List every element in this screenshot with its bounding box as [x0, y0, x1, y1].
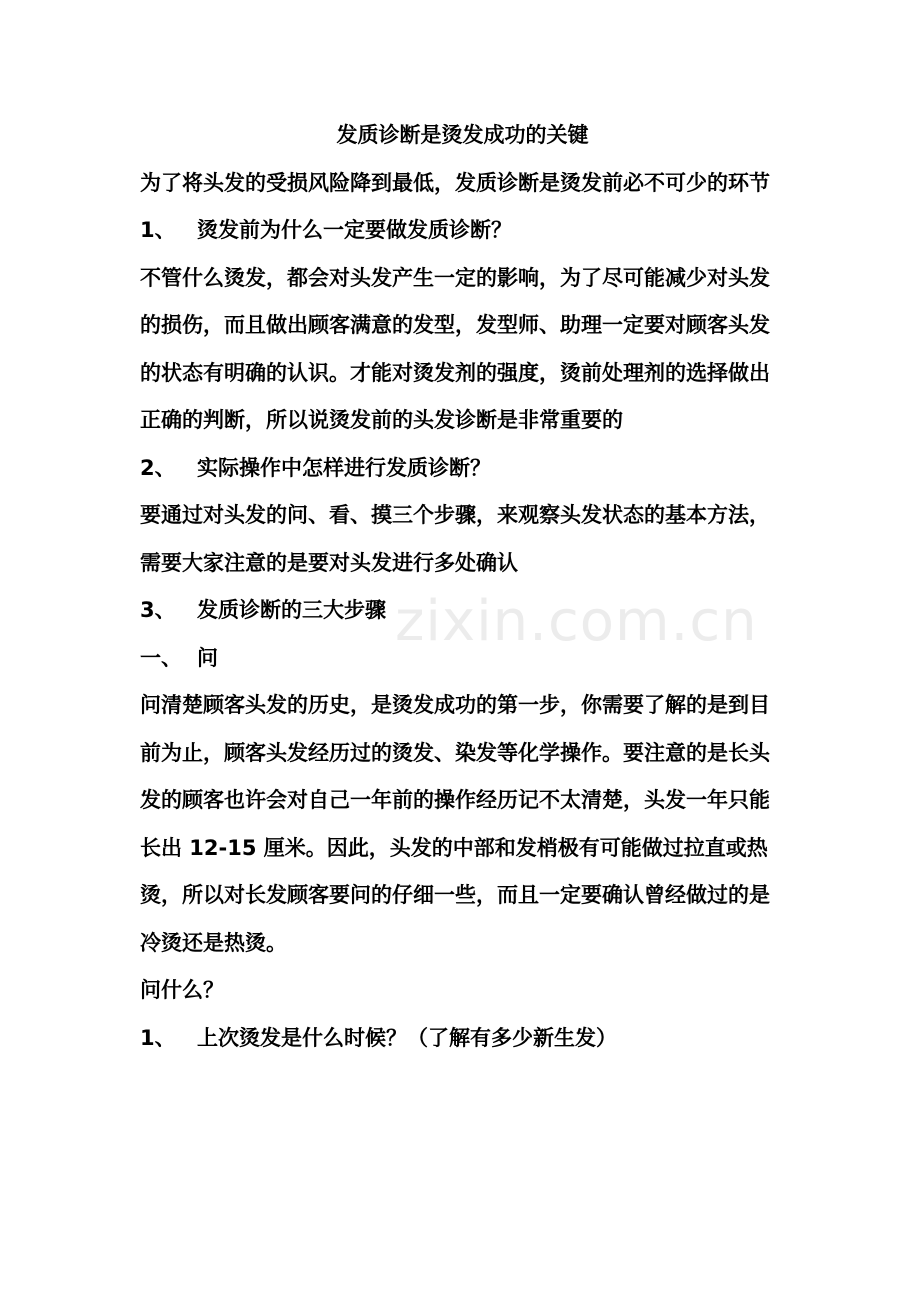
- watermark: zixin.com.cn: [395, 589, 758, 654]
- section-heading-1: [140, 207, 785, 255]
- question-label: 问什么？: [140, 978, 224, 1002]
- section-body-1: 不管什么烫发，都会对头发产生一定的影响，为了尽可能减少对头发的损伤，而且做出顾客满意的发型，发型师、助理一定要对顾客头发的状态有明确的认识。才能对烫发剂的强度，烫前处理剂的选择做出正确的判断，所以说烫发前的头发诊断是非常重要的: [140, 265, 770, 432]
- section-heading-text: 实际操作中怎样进行发质诊断？: [197, 455, 491, 480]
- step-heading-ask: [140, 635, 785, 683]
- section-heading-text: 烫发前为什么一定要做发质诊断？: [197, 218, 512, 242]
- step-heading-text: 问: [197, 645, 218, 670]
- step-body-ask: 问清楚顾客头发的历史，是烫发成功的第一步，你需要了解的是到目前为止，顾客头发经历过的烫发、染发等化学操作。要注意的是长头发的顾客也许会对自己一年前的操作经历记不太清楚，头发一年只能长出 12-15 厘米。因此，头发的中部和发梢极有可能做过拉直或热烫，所以对长发顾客要问的仔细一些，而且一定要确认曾经做过的是冷烫还是热烫。: [140, 693, 770, 955]
- section-heading-2: [140, 445, 785, 493]
- section-body-2: 要通过对头发的问、看、摸三个步骤，来观察头发状态的基本方法，需要大家注意的是要对头发进行多处确认: [140, 503, 770, 575]
- intro-paragraph: 为了将头发的受损风险降到最低，发质诊断是烫发前必不可少的环节: [140, 170, 770, 195]
- question-text: 上次烫发是什么时候？（了解有多少新生发）: [197, 1025, 617, 1050]
- section-heading-3: [140, 587, 785, 635]
- section-heading-text: 发质诊断的三大步骤: [197, 598, 386, 622]
- section-number: 2、: [140, 455, 176, 480]
- document-body: [140, 112, 785, 1062]
- question-number: 1、: [140, 1025, 176, 1050]
- section-number: 1、: [140, 218, 176, 242]
- question-item-1: [140, 1015, 785, 1063]
- step-number: 一、: [140, 645, 182, 670]
- section-number: 3、: [140, 598, 176, 622]
- document-title: 发质诊断是烫发成功的关键: [336, 123, 589, 147]
